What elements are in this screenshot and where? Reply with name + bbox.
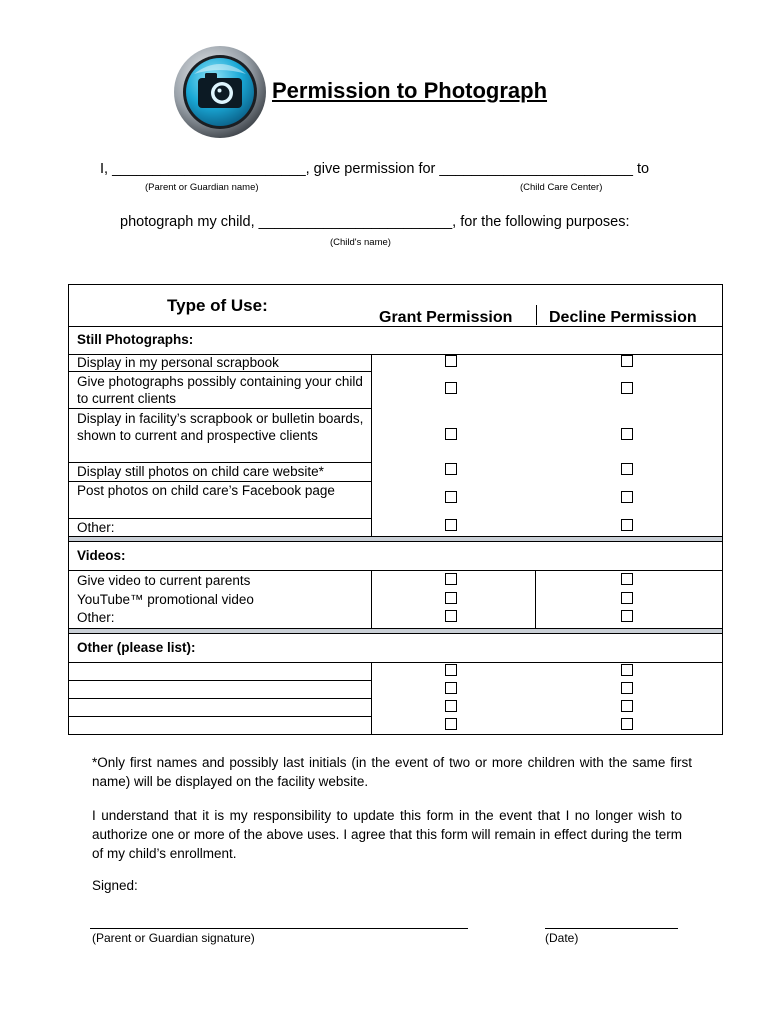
grant-checkbox[interactable] — [445, 519, 457, 531]
video-row: YouTube™ promotional video — [77, 592, 254, 607]
signed-label: Signed: — [92, 878, 138, 893]
grant-checkbox[interactable] — [445, 355, 457, 367]
decline-checkbox[interactable] — [621, 592, 633, 604]
blank-line[interactable] — [69, 716, 371, 717]
decline-checkbox[interactable] — [621, 718, 633, 730]
blank-line[interactable] — [69, 698, 371, 699]
still-row: Give photographs possibly containing your child to current clients — [77, 374, 363, 406]
decline-checkbox[interactable] — [621, 682, 633, 694]
signature-caption: (Parent or Guardian signature) — [92, 931, 255, 945]
divider — [69, 408, 371, 409]
grant-checkbox[interactable] — [445, 463, 457, 475]
child-purpose-line: photograph my child, ________________________, for the following purposes: — [120, 214, 630, 230]
child-name-caption: (Child's name) — [330, 237, 391, 248]
grant-checkbox[interactable] — [445, 718, 457, 730]
divider — [69, 662, 722, 663]
date-caption: (Date) — [545, 931, 579, 945]
center-caption: (Child Care Center) — [520, 182, 603, 193]
column-divider — [371, 662, 372, 735]
grant-checkbox[interactable] — [445, 700, 457, 712]
decline-checkbox[interactable] — [621, 664, 633, 676]
divider — [69, 628, 722, 629]
decline-checkbox[interactable] — [621, 573, 633, 585]
signature-line[interactable] — [90, 928, 468, 929]
still-row: Display in facility’s scrapbook or bulletin boards, shown to current and prospective clients — [77, 411, 364, 443]
parent-permission-line: I, ________________________, give permission for ________________________ to — [100, 161, 650, 177]
permissions-table — [68, 284, 723, 735]
decline-permission-header: Decline Permission — [549, 309, 697, 326]
decline-checkbox[interactable] — [621, 463, 633, 475]
still-photographs-title: Still Photographs: — [77, 332, 194, 347]
divider — [69, 371, 371, 372]
divider — [69, 541, 722, 542]
decline-checkbox[interactable] — [621, 355, 633, 367]
grant-checkbox[interactable] — [445, 428, 457, 440]
videos-title: Videos: — [77, 548, 126, 563]
grant-checkbox[interactable] — [445, 382, 457, 394]
camera-logo-icon — [172, 44, 268, 140]
column-divider — [371, 354, 372, 536]
parent-name-caption: (Parent or Guardian name) — [145, 182, 259, 193]
column-divider — [535, 570, 536, 628]
divider — [69, 633, 722, 634]
still-row: Display in my personal scrapbook — [77, 355, 279, 370]
divider — [69, 536, 722, 537]
grant-checkbox[interactable] — [445, 682, 457, 694]
header-divider — [536, 305, 537, 325]
date-line[interactable] — [545, 928, 678, 929]
grant-checkbox[interactable] — [445, 573, 457, 585]
decline-checkbox[interactable] — [621, 428, 633, 440]
decline-checkbox[interactable] — [621, 519, 633, 531]
grant-checkbox[interactable] — [445, 610, 457, 622]
decline-checkbox[interactable] — [621, 610, 633, 622]
other-title: Other (please list): — [77, 640, 196, 655]
divider — [69, 570, 722, 571]
grant-permission-header: Grant Permission — [379, 309, 513, 326]
still-row: Other: — [77, 520, 115, 535]
page-title: Permission to Photograph — [272, 78, 548, 103]
video-row: Other: — [77, 610, 115, 625]
website-note: *Only first names and possibly last initials (in the event of two or more children with the same first name) will be displayed on the facility website. — [92, 755, 692, 789]
column-divider — [371, 570, 372, 628]
type-of-use-header: Type of Use: — [167, 296, 268, 315]
grant-checkbox[interactable] — [445, 664, 457, 676]
header-bottom-border — [69, 326, 722, 327]
decline-checkbox[interactable] — [621, 382, 633, 394]
grant-checkbox[interactable] — [445, 491, 457, 503]
still-row: Display still photos on child care website* — [77, 464, 324, 479]
decline-checkbox[interactable] — [621, 700, 633, 712]
still-row: Post photos on child care’s Facebook page — [77, 483, 335, 498]
decline-checkbox[interactable] — [621, 491, 633, 503]
responsibility-paragraph: I understand that it is my responsibility to update this form in the event that I no longer wish to authorize one or more of the above uses. I agree that this form will remain in effect during the term of my child’s enrollment. — [92, 808, 682, 861]
grant-checkbox[interactable] — [445, 592, 457, 604]
video-row: Give video to current parents — [77, 573, 251, 588]
blank-line[interactable] — [69, 680, 371, 681]
